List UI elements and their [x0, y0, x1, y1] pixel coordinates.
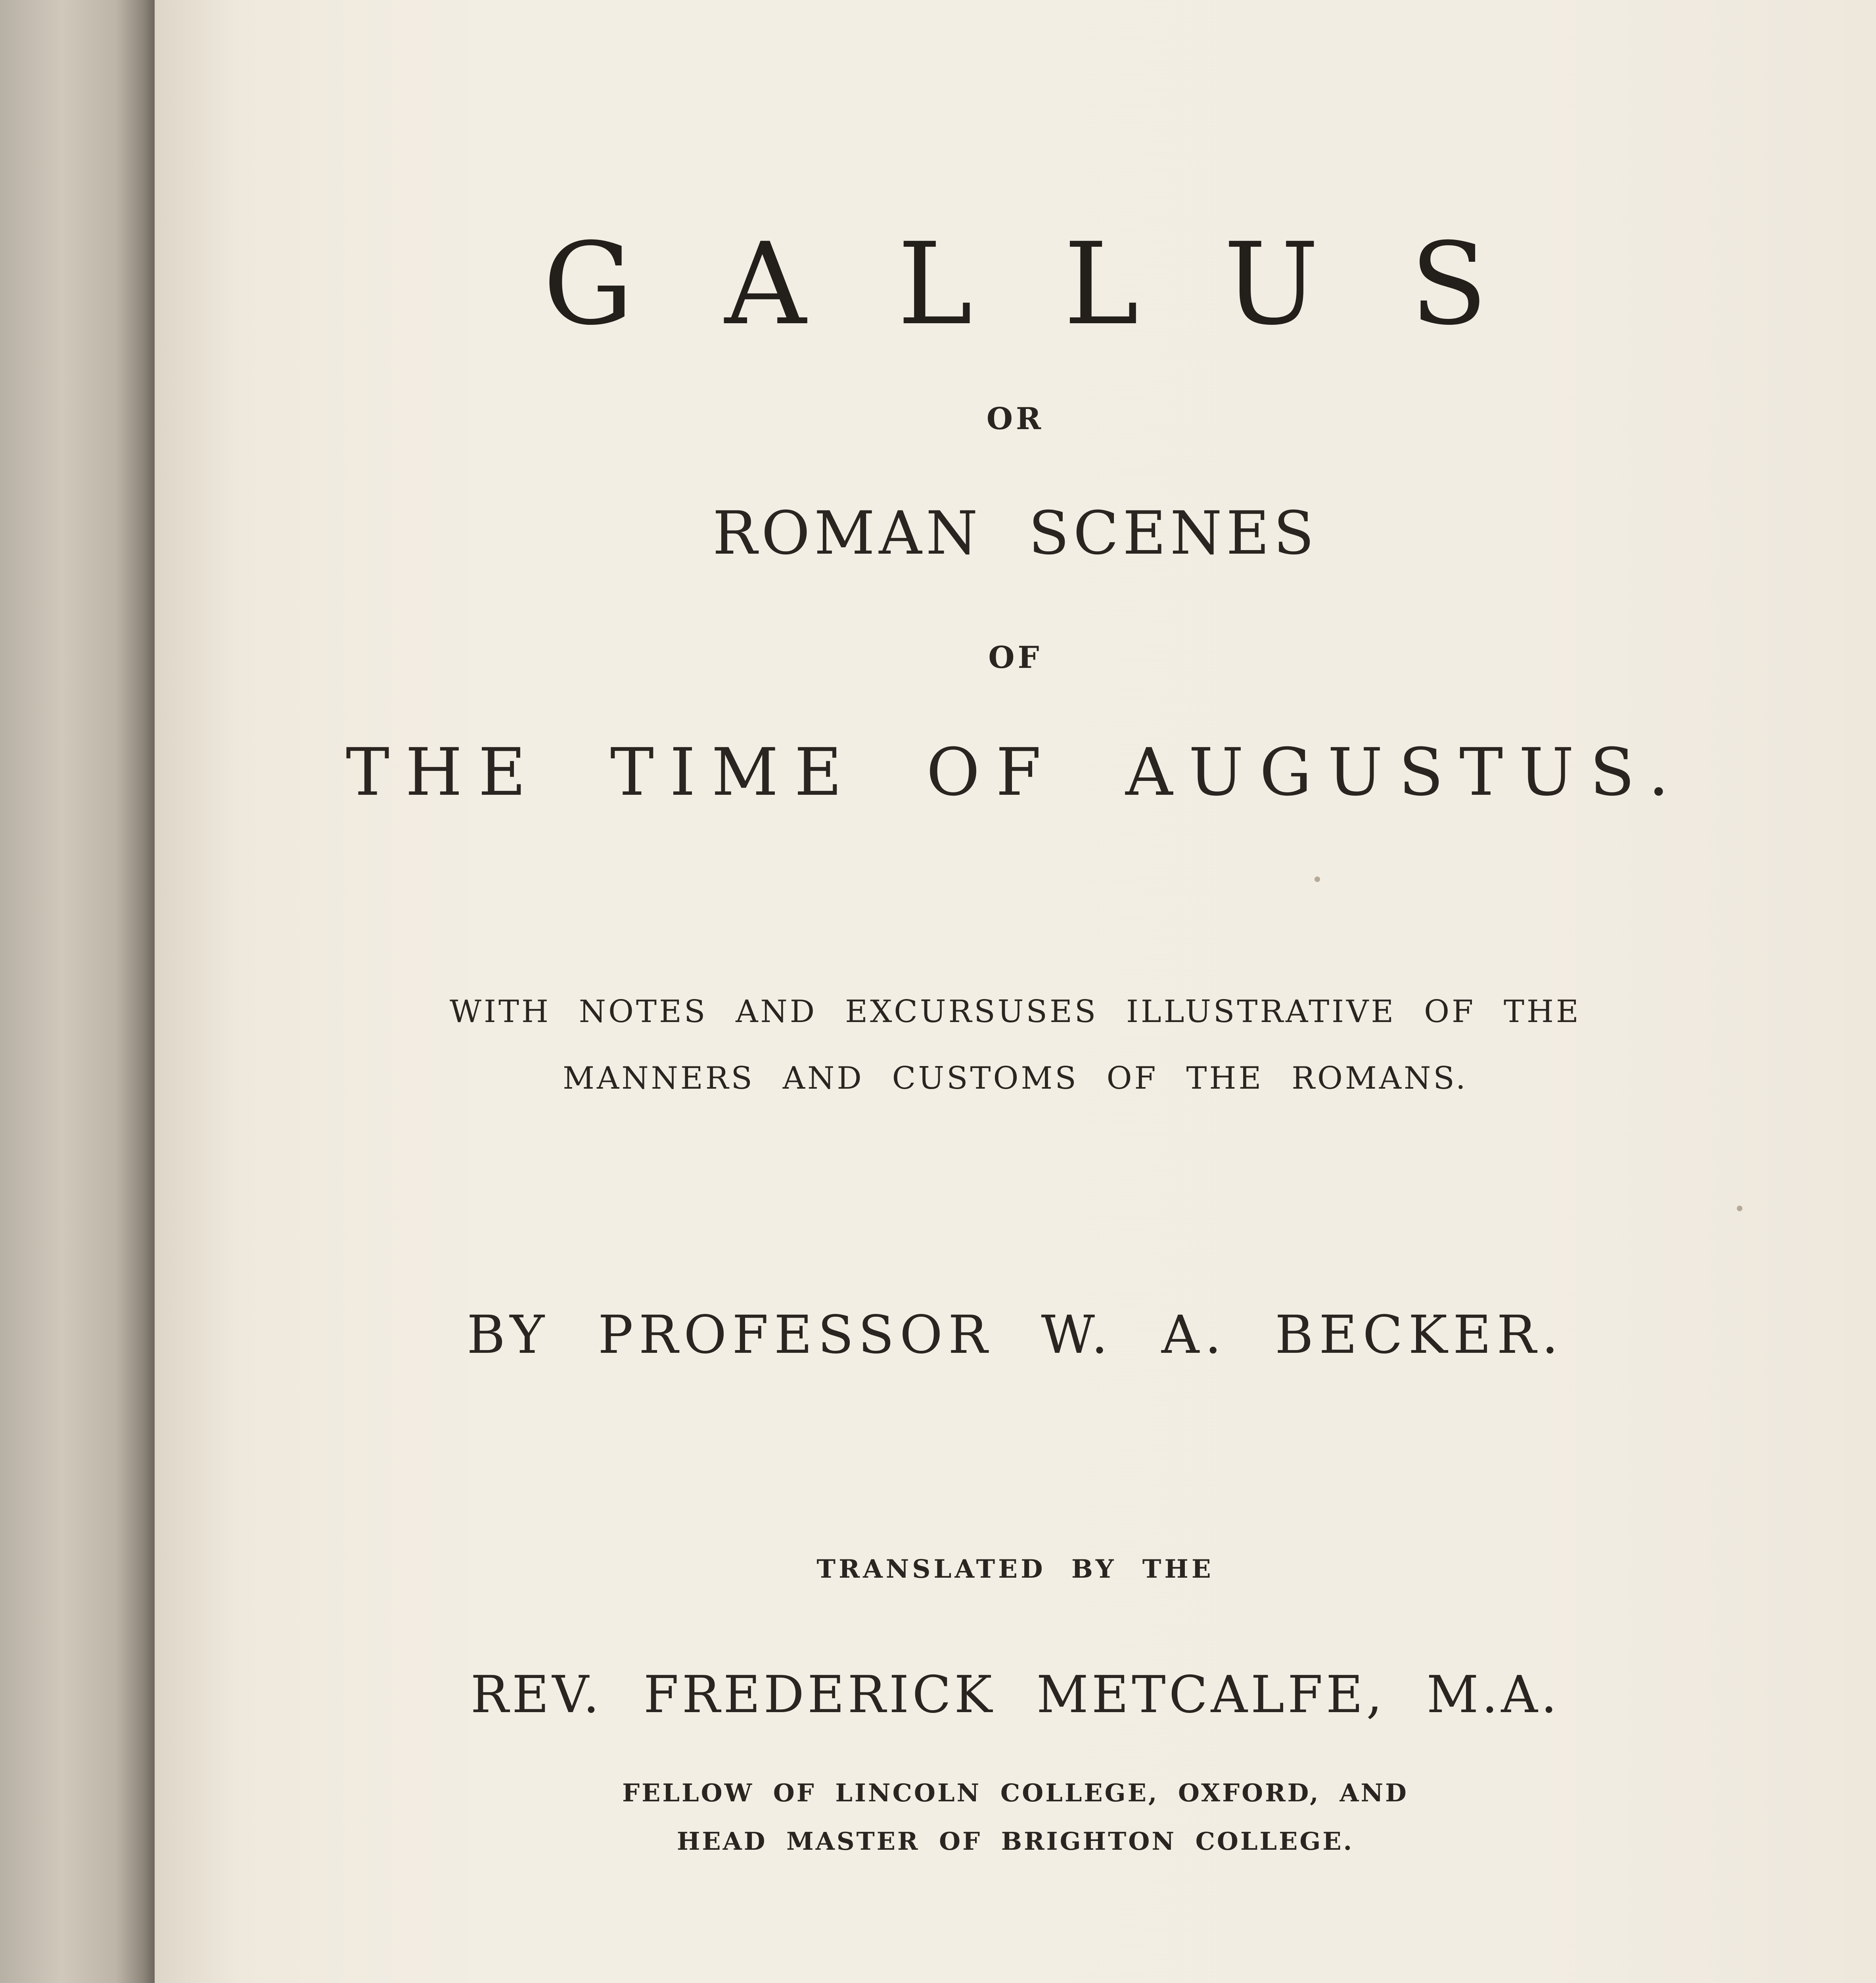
paper-speck [1315, 876, 1320, 882]
title-conjunction: OR [986, 401, 1044, 436]
book-spine-edge [0, 0, 155, 1983]
subtitle: ROMAN SCENES [712, 499, 1318, 568]
description-line-2: MANNERS AND CUSTOMS OF THE ROMANS. [563, 1061, 1468, 1096]
translated-by-label: TRANSLATED BY THE [816, 1554, 1214, 1584]
translator-affiliation-line-2: HEAD MASTER OF BRIGHTON COLLEGE. [676, 1827, 1354, 1856]
subtitle-second-line: THE TIME OF AUGUSTUS. [346, 734, 1685, 810]
title-page [155, 0, 1876, 1983]
book-title: GALLUS [543, 219, 1579, 350]
author-line: BY PROFESSOR W. A. BECKER. [467, 1304, 1564, 1365]
translator-name: REV. FREDERICK METCALFE, M.A. [470, 1665, 1560, 1724]
description-line-1: WITH NOTES AND EXCURSUSES ILLUSTRATIVE OF THE [449, 994, 1581, 1030]
subtitle-connector: OF [988, 640, 1042, 675]
paper-speck [1737, 1206, 1742, 1211]
translator-affiliation-line-1: FELLOW OF LINCOLN COLLEGE, OXFORD, AND [622, 1778, 1408, 1807]
